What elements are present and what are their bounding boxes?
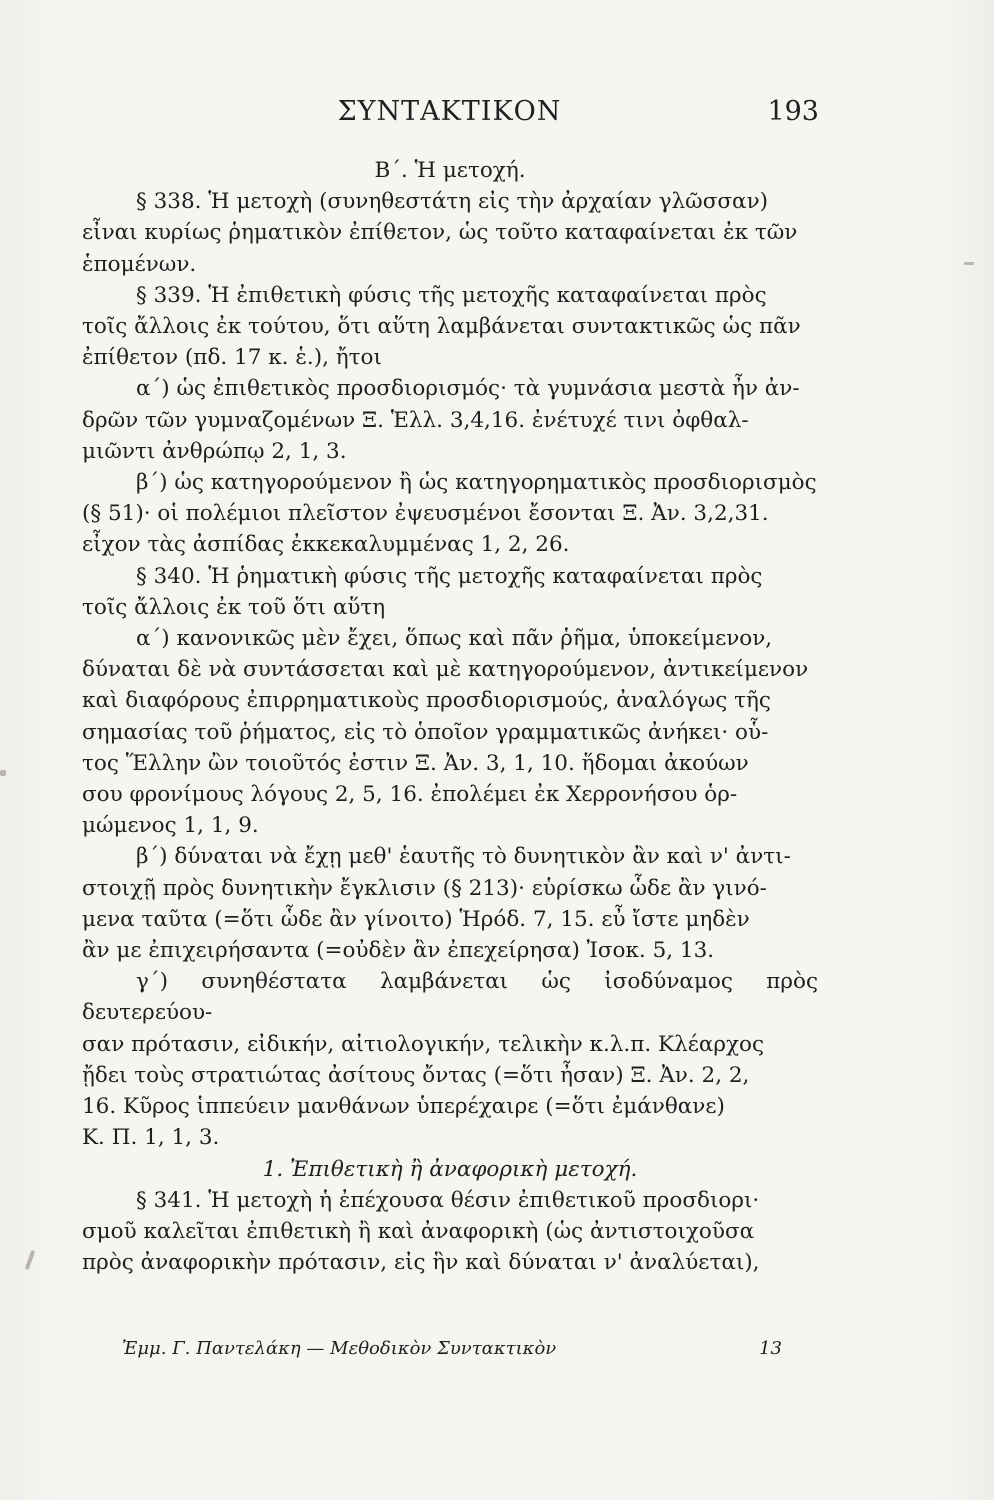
- text-line: στοιχῇ πρὸς δυνητικὴν ἔγκλισιν (§ 213)· εὑρίσκω ὧδε ἂν γινό-: [82, 875, 767, 901]
- text-line: εἶχον τὰς ἀσπίδας ἐκκεκαλυμμένας 1, 2, 26.: [82, 532, 570, 558]
- text-line: καὶ διαφόρους ἐπιρρηματικοὺς προσδιορισμούς, ἀναλόγως τῆς: [82, 688, 771, 714]
- text-line: § 340. Ἡ ῥηματικὴ φύσις τῆς μετοχῆς καταφαίνεται πρὸς: [136, 563, 763, 589]
- footer-author: Ἐμμ. Γ. Παντελάκη — Μεθοδικὸν Συντακτικὸν: [122, 1338, 557, 1359]
- text-line: 16. Κῦρος ἱππεύειν μανθάνων ὑπερέχαιρε (=ὅτι ἐμάνθανε): [82, 1094, 725, 1120]
- text-line: ᾔδει τοὺς στρατιώτας ἀσίτους ὄντας (=ὅτι ἦσαν) Ξ. Ἀν. 2, 2,: [82, 1062, 750, 1088]
- running-title: ΣΥΝΤΑΚΤΙΚΟΝ: [337, 96, 562, 127]
- text-line: τοῖς ἄλλοις ἐκ τοῦ ὅτι αὕτη: [82, 594, 386, 620]
- page-header: [80, 96, 819, 136]
- margin-mark: [0, 770, 6, 776]
- text-line: § 338. Ἡ μετοχὴ (συνηθεστάτη εἰς τὴν ἀρχαίαν γλῶσσαν): [136, 189, 769, 215]
- body-text: [82, 155, 818, 1278]
- text-line: τος Ἕλλην ὢν τοιοῦτός ἐστιν Ξ. Ἀν. 3, 1, 10. ἥδομαι ἀκούων: [82, 750, 749, 776]
- text-line: σαν πρότασιν, εἰδικήν, αἰτιολογικήν, τελικὴν κ.λ.π. Κλέαρχος: [82, 1031, 765, 1057]
- text-line: § 339. Ἡ ἐπιθετικὴ φύσις τῆς μετοχῆς καταφαίνεται πρὸς: [136, 282, 767, 308]
- text-line: σου φρονίμους λόγους 2, 5, 16. ἐπολέμει ἐκ Χερρονήσου ὁρ-: [82, 782, 738, 808]
- text-line: σημασίας τοῦ ῥήματος, εἰς τὸ ὁποῖον γραμματικῶς ἀνήκει· οὗ-: [82, 719, 769, 745]
- signature-mark: 13: [759, 1338, 782, 1359]
- text-line: μιῶντι ἀνθρώπῳ 2, 1, 3.: [82, 438, 347, 464]
- text-line: (§ 51)· οἱ πολέμιοι πλεῖστον ἐψευσμένοι ἔσονται Ξ. Ἀν. 3,2,31.: [82, 501, 769, 527]
- text-line: πρὸς ἀναφορικὴν πρότασιν, εἰς ἣν καὶ δύναται ν' ἀναλύεται),: [82, 1250, 760, 1276]
- text-line: δρῶν τῶν γυμναζομένων Ξ. Ἑλλ. 3,4,16. ἐνέτυχέ τινι ὀφθαλ-: [82, 407, 749, 433]
- text-line: α΄) ὡς ἐπιθετικὸς προσδιορισμός· τὰ γυμνάσια μεστὰ ἦν ἀν-: [136, 376, 800, 402]
- text-line: ἂν με ἐπιχειρήσαντα (=οὐδὲν ἂν ἐπεχείρησα) Ἰσοκ. 5, 13.: [82, 938, 715, 964]
- text-line: β΄) δύναται νὰ ἔχῃ μεθ' ἑαυτῆς τὸ δυνητικὸν ἂν καὶ ν' ἀντι-: [136, 844, 791, 870]
- text-line: μενα ταῦτα (=ὅτι ὧδε ἂν γίνοιτο) Ἡρόδ. 7, 15. εὖ ἴστε μηδὲν: [82, 906, 750, 932]
- text-line: ἐπίθετον (πδ. 17 κ. ἑ.), ἤτοι: [82, 345, 382, 371]
- subheading: 1. Ἐπιθετικὴ ἢ ἀναφορικὴ μετοχή.: [262, 1156, 638, 1182]
- text-line: ἑπομένων.: [82, 251, 197, 277]
- section-heading: Β΄. Ἡ μετοχή.: [374, 158, 526, 183]
- margin-mark: [25, 1250, 36, 1270]
- page-number: 193: [767, 96, 819, 127]
- margin-mark: [964, 262, 974, 265]
- text-line: § 341. Ἡ μετοχὴ ἡ ἐπέχουσα θέσιν ἐπιθετικοῦ προσδιορι·: [136, 1187, 760, 1213]
- text-line: εἶναι κυρίως ῥηματικὸν ἐπίθετον, ὡς τοῦτο καταφαίνεται ἐκ τῶν: [82, 220, 798, 246]
- page-footer: [82, 1338, 818, 1368]
- text-line: μώμενος 1, 1, 9.: [82, 813, 259, 839]
- text-line: β΄) ὡς κατηγορούμενον ἢ ὡς κατηγορηματικὸς προσδιορισμὸς: [136, 470, 817, 496]
- text-line: σμοῦ καλεῖται ἐπιθετικὴ ἢ καὶ ἀναφορικὴ (ὡς ἀντιστοιχοῦσα: [82, 1218, 755, 1244]
- text-line: Κ. Π. 1, 1, 3.: [82, 1125, 220, 1151]
- text-line: α΄) κανονικῶς μὲν ἔχει, ὅπως καὶ πᾶν ῥῆμα, ὑποκείμενον,: [136, 626, 773, 652]
- text-line: δύναται δὲ νὰ συντάσσεται καὶ μὲ κατηγορούμενον, ἀντικείμενον: [82, 657, 809, 683]
- text-line: τοῖς ἄλλοις ἐκ τούτου, ὅτι αὕτη λαμβάνεται συντακτικῶς ὡς πᾶν: [82, 314, 801, 340]
- text-line: γ΄) συνηθέστατα λαμβάνεται ὡς ἰσοδύναμος πρὸς δευτερεύου-: [82, 969, 818, 1026]
